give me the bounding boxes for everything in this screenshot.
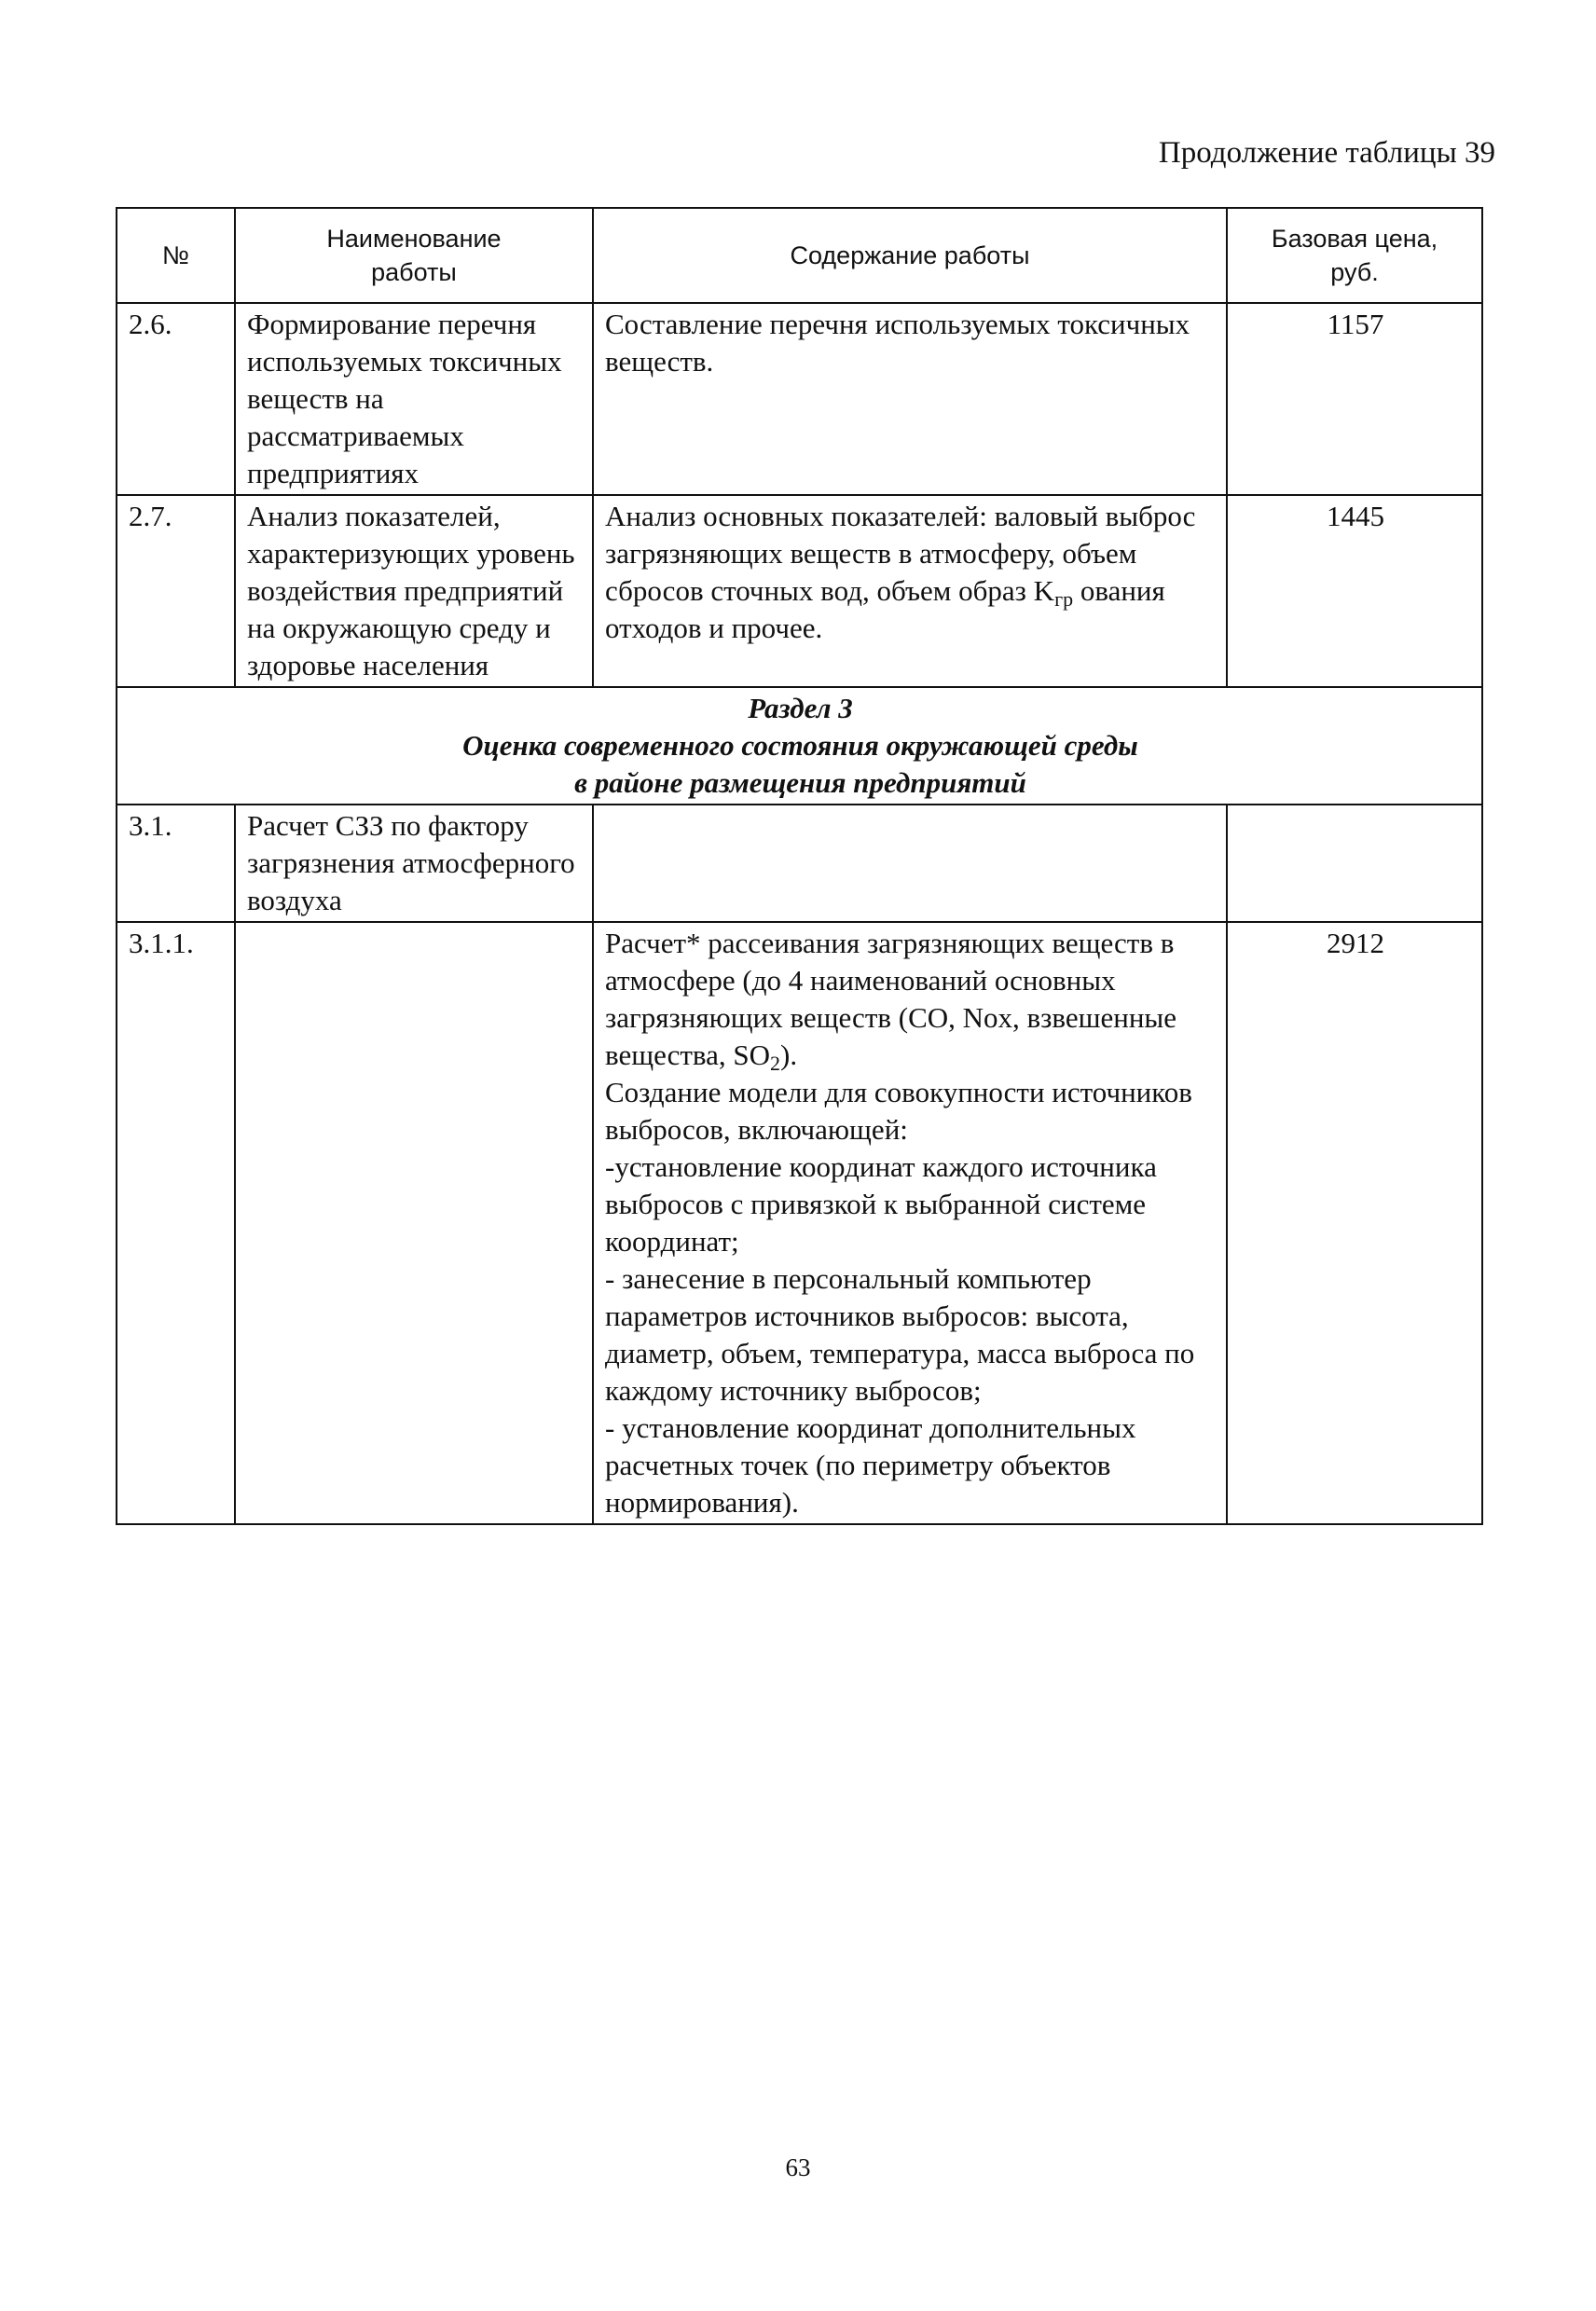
row-number: 3.1.	[117, 805, 235, 922]
page-number: 63	[785, 2153, 811, 2181]
content-paragraph: Создание модели для совокупности источников выбросов, включающей:	[605, 1076, 1192, 1146]
section-number: Раздел 3	[748, 692, 853, 724]
table-row	[117, 922, 1482, 1524]
section-title-line2: в районе размещения предприятий	[574, 766, 1026, 799]
row-number: 3.1.1.	[117, 922, 235, 1524]
header-work-content: Содержание работы	[593, 208, 1227, 303]
work-content	[593, 495, 1227, 687]
subscript: 2	[770, 1052, 781, 1075]
base-price: 1445	[1227, 495, 1482, 687]
content-paragraph: - установление координат дополнительных расчетных точек (по периметру объектов нормирования).	[605, 1411, 1136, 1519]
work-name: Формирование перечня используемых токсичных веществ на рассматриваемых предприятиях	[235, 303, 593, 495]
table-row	[117, 303, 1482, 495]
work-name: Расчет СЗЗ по фактору загрязнения атмосферного воздуха	[235, 805, 593, 922]
base-price	[1227, 805, 1482, 922]
section-title-line1: Оценка современного состояния окружающей среды	[462, 729, 1138, 762]
base-price: 1157	[1227, 303, 1482, 495]
header-base-price: Базовая цена, руб.	[1227, 208, 1482, 303]
work-name	[235, 922, 593, 1524]
work-name: Анализ показателей, характеризующих уровень воздействия предприятий на окружающую среду и здоровье населения	[235, 495, 593, 687]
row-number: 2.7.	[117, 495, 235, 687]
content-paragraph: - занесение в персональный компьютер параметров источников выбросов: высота, диаметр, объем, температура, масса выброса по каждому источнику выбросов;	[605, 1262, 1195, 1407]
subscript: гр	[1054, 587, 1074, 611]
work-content: Составление перечня используемых токсичных веществ.	[593, 303, 1227, 495]
base-price: 2912	[1227, 922, 1482, 1524]
table-row	[117, 805, 1482, 922]
header-work-name: Наименование работы	[235, 208, 593, 303]
content-text-cont: ования отходов и прочее.	[605, 574, 1165, 644]
section-heading	[117, 687, 1482, 805]
content-paragraph: Расчет* рассеивания загрязняющих веществ в атмосфере (до 4 наименований основных загрязняющих веществ (CO, Nox, взвешенные вещества, $SO_2$).	[605, 927, 1177, 1075]
header-number: №	[117, 208, 235, 303]
content-paragraph: -установление координат каждого источника выбросов с привязкой к выбранной системе координат;	[605, 1150, 1157, 1258]
price-table	[116, 207, 1483, 1525]
table-row	[117, 495, 1482, 687]
table-header-row	[117, 208, 1482, 303]
work-content	[593, 805, 1227, 922]
table-continuation-label: Продолжение таблицы 39	[1158, 136, 1495, 170]
content-text: Анализ основных показателей: валовый выброс загрязняющих веществ в атмосферу, объем сбросов сточных вод, объем образ K	[605, 500, 1196, 607]
row-number: 2.6.	[117, 303, 235, 495]
section-row	[117, 687, 1482, 805]
work-content	[593, 922, 1227, 1524]
